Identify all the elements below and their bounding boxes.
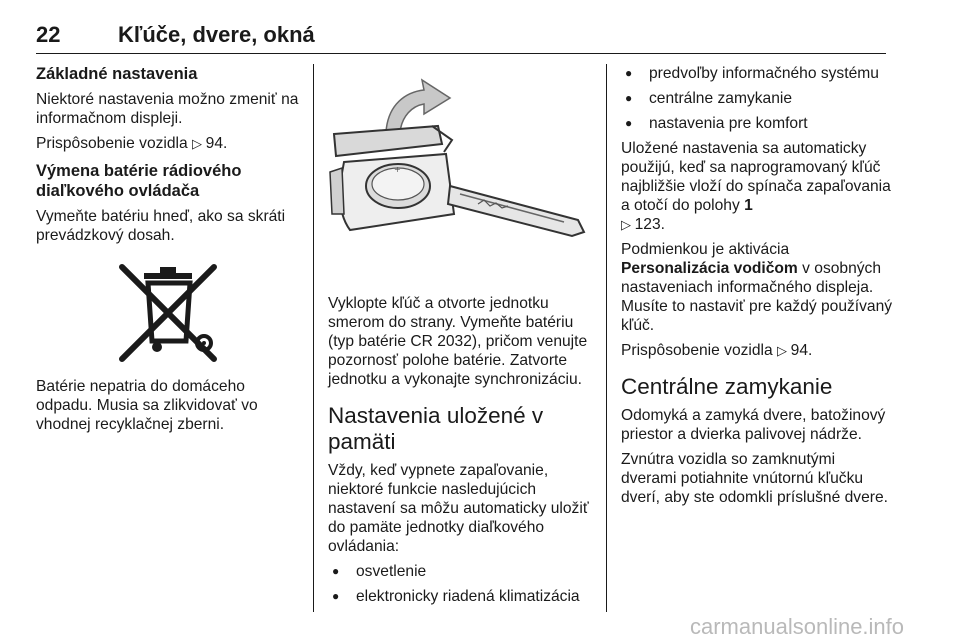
paragraph: Vždy, keď vypnete zapaľovanie, niektoré funkcie nasledujúcich nastavení sa môžu automaticky uložiť do pamäte jednotky diaľkového ovládania:	[328, 462, 589, 555]
page-ref-arrow-icon: ▷	[621, 217, 635, 232]
column-divider	[606, 64, 607, 612]
paragraph-ref: Prispôsobenie vozidla ▷ 94.	[621, 342, 813, 359]
column-3	[621, 64, 893, 513]
page-ref-link[interactable]: 94.	[790, 342, 813, 359]
page-number: 22	[36, 22, 61, 47]
bullet-list	[621, 64, 893, 133]
page-ref-arrow-icon: ▷	[192, 136, 206, 151]
paragraph-ref: Prispôsobenie vozidla ▷ 94.	[36, 135, 228, 152]
heading-central-locking: Centrálne zamykanie	[621, 374, 833, 399]
paragraph-ref: Uložené nastavenia sa automaticky použijú, keď sa naprogramovaný kľúč najbližšie vloží do spínača zapaľovania a otočí do polohy 1 ▷ 123.	[621, 140, 891, 233]
page-title: Kľúče, dvere, okná	[118, 22, 315, 47]
svg-text:+: +	[394, 165, 401, 174]
page-ref-link[interactable]: 94.	[205, 135, 228, 152]
list-item: ● elektronicky riadená klimatizácia	[328, 587, 594, 606]
list-item: ● nastavenia pre komfort	[621, 114, 893, 133]
column-1	[36, 64, 300, 440]
crossed-bin-icon	[36, 255, 300, 365]
heading-memorised-settings: Nastavenia uložené v pamäti	[328, 403, 544, 454]
paragraph: Odomyká a zamyká dvere, batožinový priestor a dvierka palivovej nádrže.	[621, 407, 886, 443]
paragraph: Zvnútra vozidla so zamknutými dverami potiahnite vnútornú kľučku dverí, aby ste odomkli príslušné dvere.	[621, 451, 888, 506]
list-item: ● predvoľby informačného systému	[621, 64, 893, 83]
list-item: ● centrálne zamykanie	[621, 89, 893, 108]
watermark: carmanualsonline.info	[690, 614, 905, 639]
bullet-list	[328, 562, 594, 606]
page-ref-arrow-icon: ▷	[777, 343, 791, 358]
paragraph: Vymeňte batériu hneď, ako sa skráti prevádzkový dosah.	[36, 208, 286, 244]
heading-battery-replacement: Výmena batérie rádiového diaľkového ovládača	[36, 162, 242, 200]
figure-caption: Vyklopte kľúč a otvorte jednotku smerom do strany. Vymeňte batériu (typ batérie CR 2032), pričom venujte pozornosť polohe batérie. Zatvorte jednotku a vykonajte synchronizáciu.	[328, 295, 588, 388]
paragraph: Podmienkou je aktivácia Personalizácia vodičom v osobných nastaveniach informačného displeja. Musíte to nastaviť pre každý používaný kľúč.	[621, 241, 893, 334]
column-divider	[313, 64, 314, 612]
list-item: ● osvetlenie	[328, 562, 594, 581]
page-ref-link[interactable]: 123.	[634, 216, 665, 233]
key-battery-illustration	[328, 64, 594, 282]
heading-basic-settings: Základné nastavenia	[36, 65, 198, 83]
column-2	[328, 64, 594, 612]
paragraph: Niektoré nastavenia možno zmeniť na informačnom displeji.	[36, 91, 299, 127]
page-header	[36, 22, 886, 54]
paragraph: Batérie nepatria do domáceho odpadu. Musia sa zlikvidovať vo vhodnej recyklačnej zberni.	[36, 378, 258, 433]
